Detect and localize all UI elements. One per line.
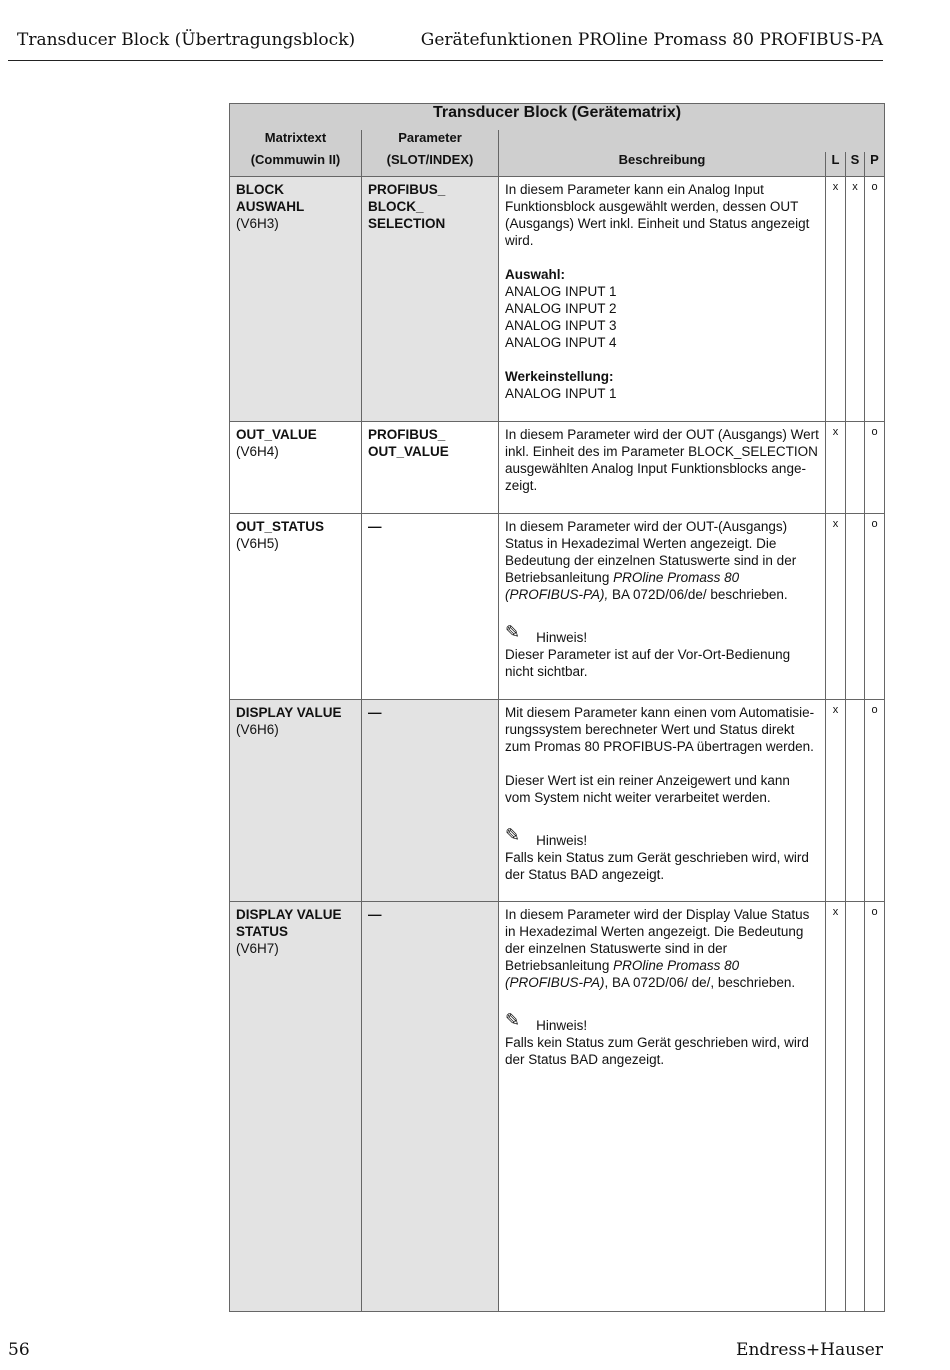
column-header-matrixtext: Matrixtext	[230, 130, 362, 152]
flag-p: o	[865, 700, 885, 902]
flag-p: o	[865, 422, 885, 514]
running-header-left: Transducer Block (Übertragungsblock)	[17, 30, 356, 50]
note-text: Falls kein Status zum Gerät geschrieben wird, wird der Status BAD angezeigt.	[505, 850, 809, 882]
note-label: Hinweis!	[536, 630, 588, 645]
param-dash: —	[368, 705, 382, 720]
description: In diesem Parameter wird der Display Value Status in Hexadezimal Werten angezeigt. Die Bedeutung der einzelnen Statuswerte sind in der Betriebsanleitung PROline Promass 80 (PROFIBUS-PA), BA 072D/06/ de/, beschrieben.	[505, 907, 810, 990]
param-dash: —	[368, 519, 382, 534]
matrix-name: BLOCK AUSWAHL	[236, 182, 305, 214]
matrix-name: STATUS	[236, 924, 288, 939]
description: Mit diesem Parameter kann einen vom Automatisie-rungssystem berechneter Wert und Status direkt zum Promas 80 PROFIBUS-PA übertragen werden.	[505, 705, 815, 754]
pencil-icon: ✎	[505, 622, 521, 642]
selection-option: ANALOG INPUT 4	[505, 335, 617, 350]
description: In diesem Parameter kann ein Analog Input Funktionsblock ausgewählt werden, dessen OUT (Ausgangs) Wert inkl. Einheit und Status angezeigt wird.	[505, 182, 810, 248]
note-text: Dieser Parameter ist auf der Vor-Ort-Bedienung nicht sichtbar.	[505, 647, 791, 679]
column-header-slot-index: (SLOT/INDEX)	[362, 152, 499, 177]
note-label: Hinweis!	[536, 1018, 588, 1033]
param-line: PROFIBUS_	[368, 427, 446, 442]
flag-p: o	[865, 177, 885, 422]
flag-s: x	[846, 177, 865, 422]
column-header-beschreibung: Beschreibung	[499, 152, 826, 177]
column-header-l: L	[826, 152, 846, 177]
matrix-code: (V6H3)	[236, 216, 279, 231]
page-number: 56	[8, 1340, 30, 1360]
flag-s	[846, 902, 865, 1312]
flag-p: o	[865, 514, 885, 700]
column-header-s: S	[846, 152, 865, 177]
note-label: Hinweis!	[536, 833, 588, 848]
flag-l: x	[826, 902, 846, 1312]
matrix-name: OUT_STATUS	[236, 519, 325, 534]
flag-l: x	[826, 514, 846, 700]
param-line: OUT_VALUE	[368, 444, 449, 459]
matrix-code: (V6H7)	[236, 941, 279, 956]
table-row	[230, 700, 885, 902]
column-header-p: P	[865, 152, 885, 177]
header-rule	[8, 60, 883, 61]
matrix-name: DISPLAY VALUE	[236, 705, 342, 720]
table-row	[230, 902, 885, 1312]
flag-p: o	[865, 902, 885, 1312]
matrix-name: DISPLAY VALUE	[236, 907, 342, 922]
flag-l: x	[826, 700, 846, 902]
flag-s	[846, 700, 865, 902]
column-header-commuwin: (Commuwin II)	[230, 152, 362, 177]
matrix-table-wrapper	[229, 103, 884, 1312]
table-row	[230, 514, 885, 700]
matrix-code: (V6H4)	[236, 444, 279, 459]
matrix-code: (V6H6)	[236, 722, 279, 737]
selection-label: Auswahl:	[505, 267, 566, 282]
param-dash: —	[368, 907, 382, 922]
note-text: Falls kein Status zum Gerät geschrieben wird, wird der Status BAD angezeigt.	[505, 1035, 809, 1067]
flag-l: x	[826, 177, 846, 422]
selection-option: ANALOG INPUT 3	[505, 318, 617, 333]
description: In diesem Parameter wird der OUT (Ausgangs) Wert inkl. Einheit des im Parameter BLOCK_SELECTION ausgewählten Analog Input Funktionsblocks ange-zeigt.	[505, 427, 819, 493]
default-label: Werkeinstellung:	[505, 369, 614, 384]
flag-s	[846, 514, 865, 700]
table-title: Transducer Block (Gerätematrix)	[230, 104, 885, 131]
flag-s	[846, 422, 865, 514]
flag-l: x	[826, 422, 846, 514]
param-line: PROFIBUS_	[368, 182, 446, 197]
param-line: SELECTION	[368, 216, 446, 231]
transducer-block-matrix-table	[229, 103, 885, 1312]
brand-name: Endress+Hauser	[736, 1340, 883, 1360]
running-header-right: Gerätefunktionen PROline Promass 80 PROFIBUS-PA	[420, 30, 883, 50]
column-header-parameter: Parameter	[362, 130, 499, 152]
matrix-code: (V6H5)	[236, 536, 279, 551]
default-value: ANALOG INPUT 1	[505, 386, 617, 401]
table-row	[230, 177, 885, 422]
selection-option: ANALOG INPUT 1	[505, 284, 617, 299]
matrix-name: OUT_VALUE	[236, 427, 317, 442]
pencil-icon: ✎	[505, 825, 521, 845]
table-row	[230, 422, 885, 514]
description: Dieser Wert ist ein reiner Anzeigewert und kann vom System nicht weiter verarbeitet werden.	[505, 773, 790, 805]
description: In diesem Parameter wird der OUT-(Ausgangs) Status in Hexadezimal Werten angezeigt. Die Bedeutung der einzelnen Statuswerte sind in der Betriebsanleitung PROline Promass 80 (PROFIBUS-PA), BA 072D/06/de/ beschrieben.	[505, 519, 797, 602]
pencil-icon: ✎	[505, 1010, 521, 1030]
selection-option: ANALOG INPUT 2	[505, 301, 617, 316]
param-line: BLOCK_	[368, 199, 424, 214]
